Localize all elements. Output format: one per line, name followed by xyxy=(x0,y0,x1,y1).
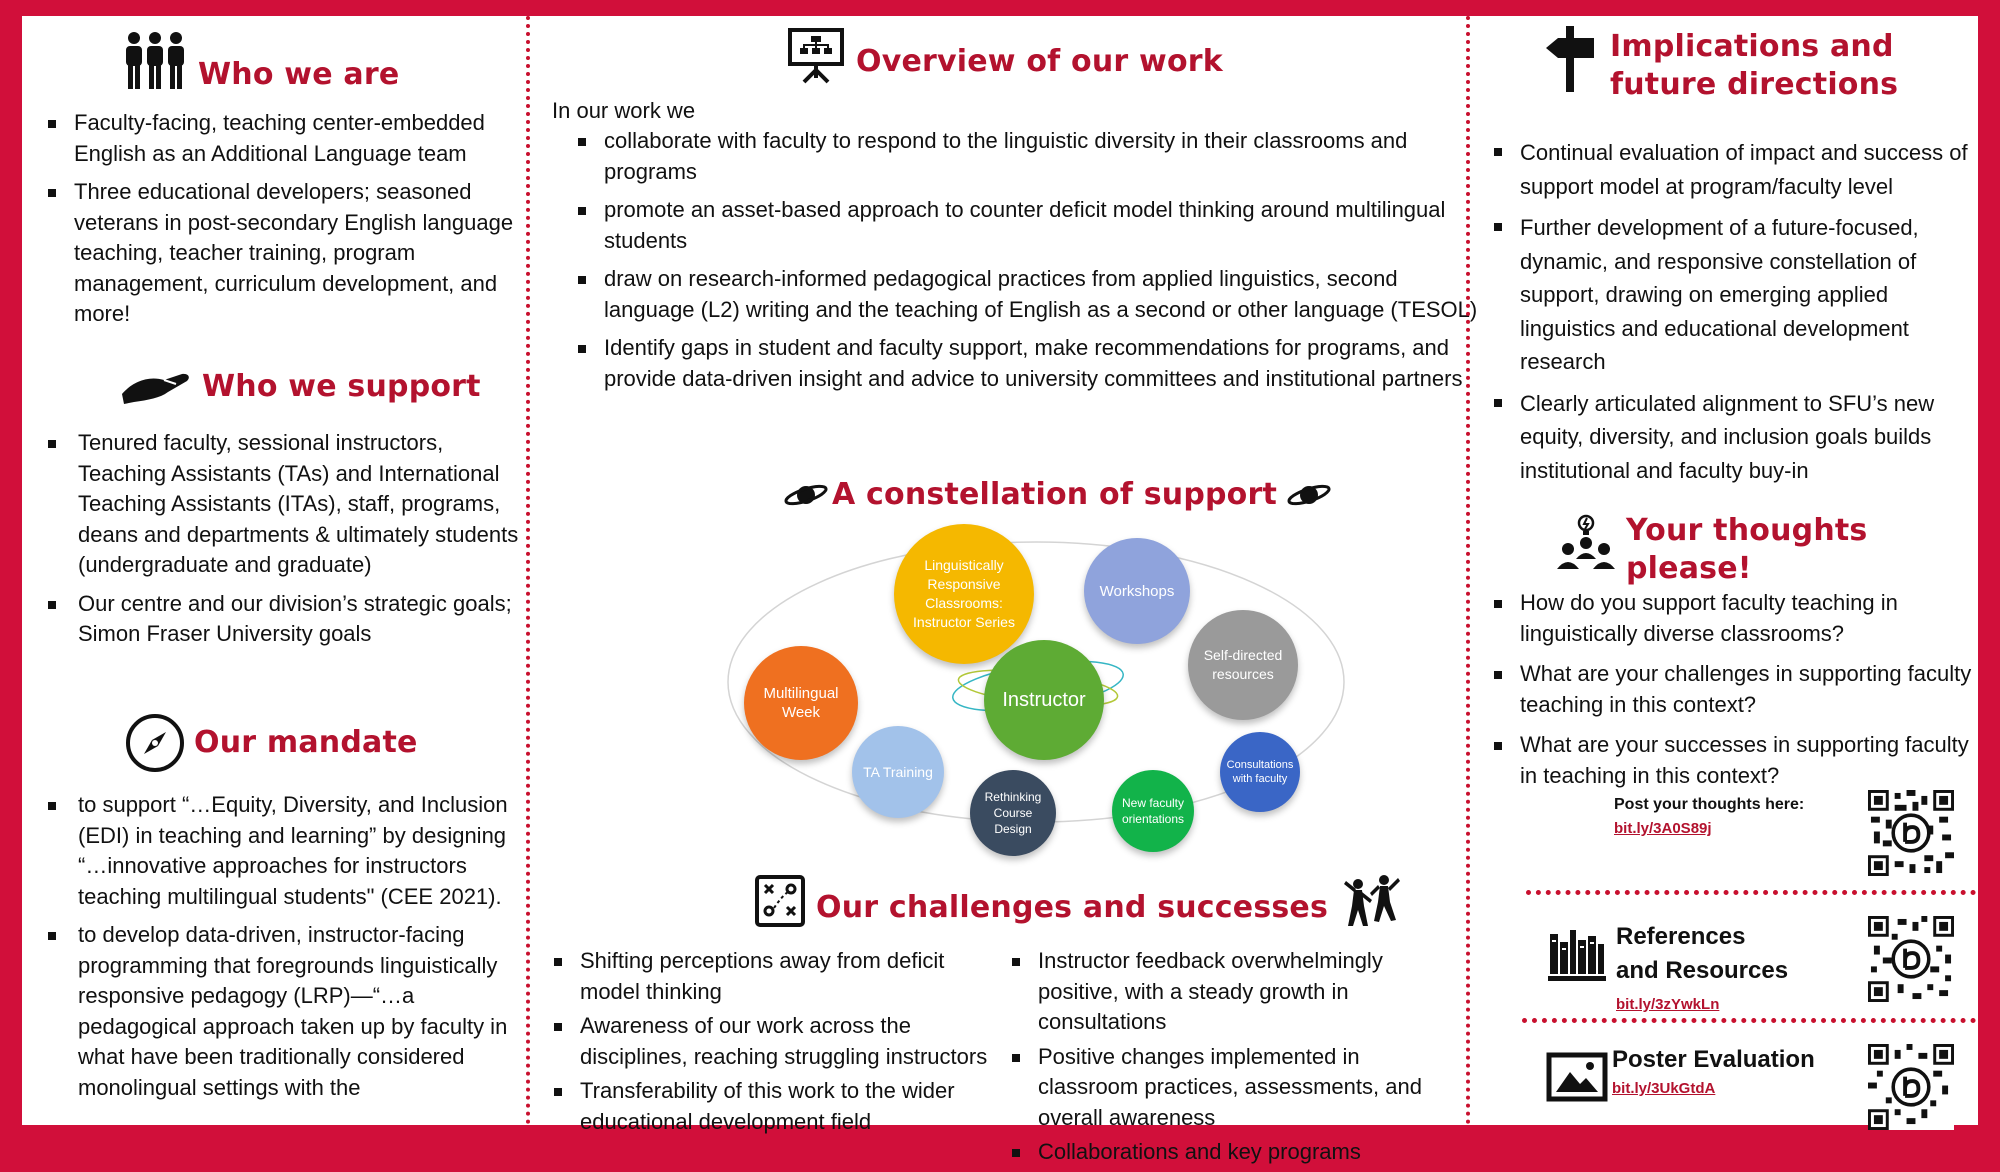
image-icon xyxy=(1546,1052,1608,1102)
list-item: What are your successes in supporting faculty in teaching in this context? xyxy=(1492,730,1976,791)
divider xyxy=(1526,890,1976,895)
who-we-support-list xyxy=(46,428,526,658)
signpost-icon xyxy=(1542,22,1600,94)
bubble-instructor-label: Instructor xyxy=(1002,688,1086,711)
who-we-are-list xyxy=(46,108,526,338)
bubble-workshops-label: Workshops xyxy=(1099,582,1175,600)
qr-code-icon[interactable] xyxy=(1868,916,1954,1002)
list-item: Identify gaps in student and faculty support, make recommendations for programs, and provide data-driven insight and advice to university committees and institutional partners xyxy=(576,333,1480,394)
list-item: to support “…Equity, Diversity, and Inclusion (EDI) in teaching and learning” by designing “…innovative approaches for instructors teaching multilingual students" (CEE 2021). xyxy=(46,790,524,912)
list-item: Transferability of this work to the wider educational development field xyxy=(552,1076,1002,1137)
constellation-title: A constellation of support xyxy=(832,477,1278,512)
bubble-lrc xyxy=(894,524,1034,664)
post-thoughts-link[interactable]: bit.ly/3A0S89j xyxy=(1614,820,1712,837)
challenges-list xyxy=(552,946,1002,1141)
list-item: How do you support faculty teaching in linguistically diverse classrooms? xyxy=(1492,588,1976,649)
bubble-consultations xyxy=(1220,732,1300,812)
list-item: to develop data-driven, instructor-facing programming that foregrounds linguistically responsive pedagogy (LRP)—“…a pedagogical approach taken up by faculty in what have been traditionally considered monolingual settings with the xyxy=(46,920,524,1103)
column-left xyxy=(22,16,526,1125)
implications-title xyxy=(1610,22,1898,103)
list-item: Collaborations and key programs xyxy=(1010,1137,1454,1168)
presentation-board-icon xyxy=(786,26,846,84)
bubble-rethinking-label: Rethinking Course Design xyxy=(984,790,1042,836)
column-middle xyxy=(532,16,1482,1164)
bubble-rethinking xyxy=(970,770,1056,856)
list-item: Awareness of our work across the disciplines, reaching struggling instructors xyxy=(552,1011,1002,1072)
evaluation-title: Poster Evaluation xyxy=(1612,1046,1815,1073)
list-item: Three educational developers; seasoned veterans in post-secondary English language teaching, teacher training, program management, curriculum development, and more! xyxy=(46,177,526,330)
evaluation-link[interactable]: bit.ly/3UkGtdA xyxy=(1612,1080,1716,1097)
bubble-consultations-label: Consultations with faculty xyxy=(1226,759,1294,785)
list-item: Further development of a future-focused, dynamic, and responsive constellation of support, drawing on emerging applied linguistics and educational development research xyxy=(1492,211,1976,379)
bubble-new-faculty-label: New faculty orientations xyxy=(1121,796,1185,826)
references-title-line2: and Resources xyxy=(1616,957,1789,984)
references-link[interactable]: bit.ly/3zYwkLn xyxy=(1616,996,1720,1013)
celebrating-people-icon xyxy=(1338,872,1404,930)
our-mandate-title: Our mandate xyxy=(194,725,418,761)
who-we-support-title: Who we support xyxy=(202,369,481,405)
who-we-are-heading xyxy=(122,26,399,94)
divider xyxy=(1522,1018,1976,1023)
bookshelf-icon xyxy=(1548,928,1606,982)
implications-heading xyxy=(1542,22,1898,103)
list-item: draw on research-informed pedagogical practices from applied linguistics, second language (L2) writing and the teaching of English as a second or other language (TESOL) xyxy=(576,264,1480,325)
implications-title-line2: future directions xyxy=(1610,66,1899,102)
list-item: Clearly articulated alignment to SFU’s new equity, diversity, and inclusion goals builds institutional and faculty buy-in xyxy=(1492,387,1976,488)
bubble-instructor xyxy=(984,640,1104,760)
bubble-self-directed xyxy=(1188,610,1298,720)
planet-icon xyxy=(784,480,828,510)
poster xyxy=(22,16,1978,1164)
overview-heading xyxy=(786,26,1223,84)
planet-icon xyxy=(1287,480,1331,510)
post-thoughts-label: Post your thoughts here: xyxy=(1614,796,1805,813)
bubble-lrc-label: Linguistically Responsive Classrooms: Instructor Series xyxy=(913,557,1015,630)
bubble-workshops xyxy=(1084,538,1190,644)
who-we-support-heading xyxy=(120,368,481,406)
bubble-ta-training xyxy=(852,726,944,818)
thoughts-list xyxy=(1492,588,1976,801)
who-we-are-title: Who we are xyxy=(198,57,400,92)
list-item: Instructor feedback overwhelmingly positive, with a steady growth in consultations xyxy=(1010,946,1454,1038)
column-divider xyxy=(526,16,530,1125)
overview-title: Overview of our work xyxy=(856,44,1223,80)
strategy-board-icon xyxy=(754,874,806,928)
challenges-heading xyxy=(754,872,1404,930)
constellation-diagram xyxy=(672,516,1392,866)
implications-title-line1: Implications and xyxy=(1610,29,1894,64)
thoughts-heading xyxy=(1556,498,1978,587)
list-item: What are your challenges in supporting faculty teaching in this context? xyxy=(1492,659,1976,720)
qr-code-icon[interactable] xyxy=(1868,1044,1954,1130)
list-item: Shifting perceptions away from deficit model thinking xyxy=(552,946,1002,1007)
overview-list xyxy=(576,126,1480,402)
list-item: Tenured faculty, sessional instructors, Teaching Assistants (TAs) and International Teaching Assistants (ITAs), staff, programs, deans and departments & ultimately students (undergraduate and graduate) xyxy=(46,428,526,581)
our-mandate-list xyxy=(46,790,524,1111)
column-divider xyxy=(1466,16,1470,1125)
list-item: Our centre and our division’s strategic goals; Simon Fraser University goals xyxy=(46,589,526,650)
constellation-heading xyxy=(784,476,1331,514)
successes-list xyxy=(1010,946,1454,1172)
bubble-multilingual-week xyxy=(744,646,858,760)
challenges-title: Our challenges and successes xyxy=(816,890,1329,926)
people-group-icon xyxy=(122,29,188,91)
bubble-self-directed-label: Self-directed resources xyxy=(1203,647,1283,682)
overview-intro: In our work we xyxy=(552,98,696,123)
list-item: Faculty-facing, teaching center-embedded English as an Additional Language team xyxy=(46,108,526,169)
bubble-new-faculty xyxy=(1112,770,1194,852)
bubble-multilingual-week-label: Multilingual Week xyxy=(763,685,839,721)
column-right xyxy=(1472,16,1978,1125)
list-item: Continual evaluation of impact and success of support model at program/faculty level xyxy=(1492,136,1976,203)
list-item: promote an asset-based approach to counter deficit model thinking around multilingual students xyxy=(576,195,1480,256)
helping-hand-icon xyxy=(120,368,192,406)
list-item: collaborate with faculty to respond to the linguistic diversity in their classrooms and programs xyxy=(576,126,1480,187)
thoughts-title: Your thoughts please! xyxy=(1626,513,1868,586)
compass-icon xyxy=(124,712,186,774)
implications-list xyxy=(1492,136,1976,495)
qr-code-icon[interactable] xyxy=(1868,790,1954,876)
our-mandate-heading xyxy=(124,712,418,774)
references-title-line1: References xyxy=(1616,923,1746,950)
references-title xyxy=(1616,920,1788,988)
idea-team-icon xyxy=(1556,513,1616,573)
bubble-ta-training-label: TA Training xyxy=(863,764,933,780)
list-item: Positive changes implemented in classroom practices, assessments, and overall awareness xyxy=(1010,1042,1454,1134)
